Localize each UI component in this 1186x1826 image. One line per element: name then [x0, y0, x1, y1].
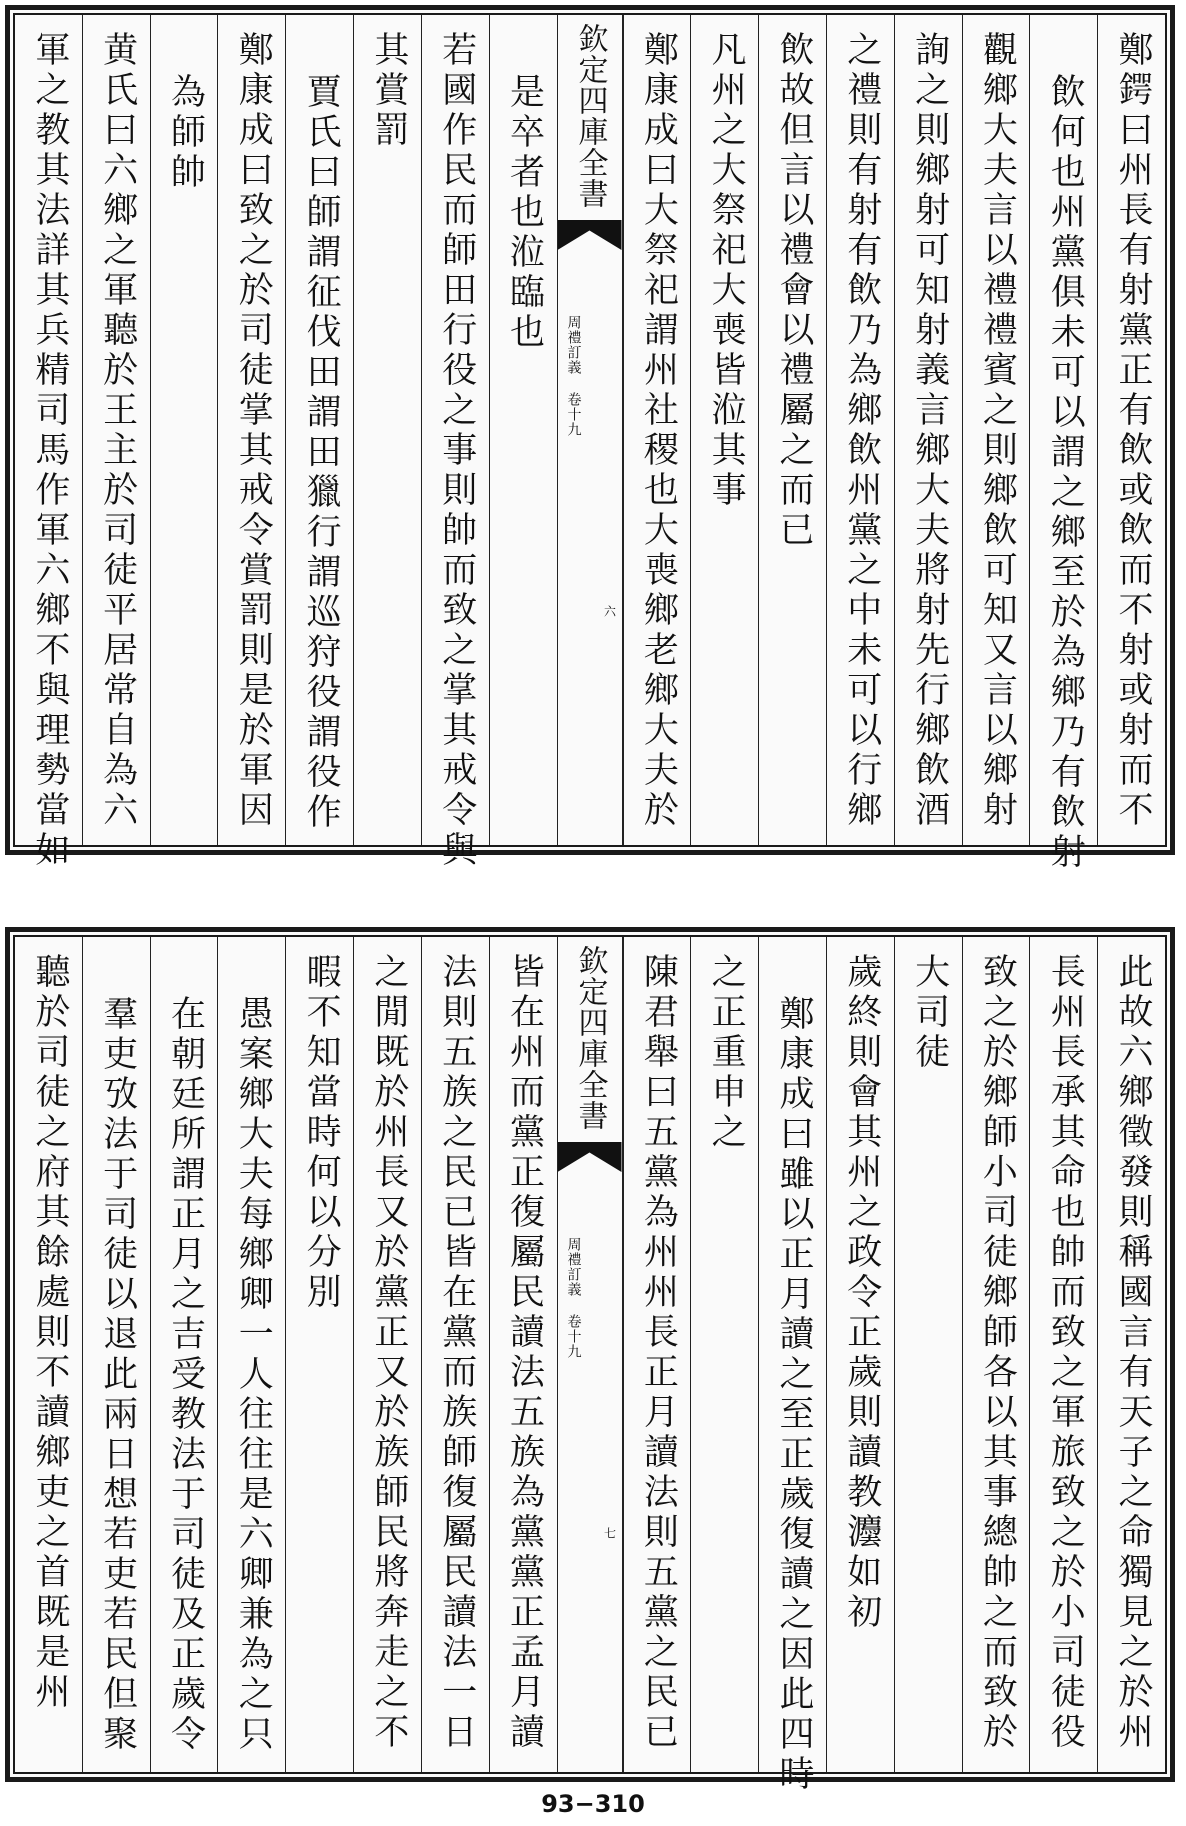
bottom-page-frame [13, 935, 1167, 1795]
text-column: 飲故但言以禮會以禮屬之而已 [758, 15, 826, 845]
text-column: 是卒者也涖臨也 [489, 15, 557, 845]
text-column: 之禮則有射有飲乃為鄉飲州黨之中未可以行鄉 [826, 15, 894, 845]
center-margin [557, 15, 623, 845]
text-column: 聽於司徒之府其餘處則不讀鄉吏之首既是州 [29, 953, 70, 1713]
text-column: 陳君舉曰五黨為州州長正月讀法則五黨之民已 [623, 937, 691, 1772]
text-column: 歲終則會其州之政令正歲則讀教灋如初 [826, 937, 894, 1772]
chapter-label: 周禮訂義 卷十九 [565, 315, 582, 437]
text-column: 在朝廷所謂正月之吉受教法于司徒及正歲令 [150, 937, 218, 1772]
text-column: 凡州之大祭祀大喪皆涖其事 [690, 15, 758, 845]
text-column: 飲何也州黨俱未可以謂之鄉至於為鄉乃有飲射 [1029, 15, 1097, 845]
text-column: 長州長承其命也帥而致之軍旅致之於小司徒役 [1029, 937, 1097, 1772]
top-page [5, 5, 1175, 873]
text-column: 賈氏曰師謂征伐田謂田獵行謂巡狩役謂役作 [285, 15, 353, 845]
text-column: 軍之教其法詳其兵精司馬作軍六鄉不與理勢當如 [29, 31, 70, 871]
chapter-label: 周禮訂義 卷十九 [565, 1237, 582, 1359]
text-column: 之正重申之 [690, 937, 758, 1772]
bottom-page [5, 927, 1175, 1795]
text-column: 此故六鄉徵發則稱國言有天子之命獨見之於州 [1097, 937, 1165, 1772]
text-column: 之閒既於州長又於黨正又於族師民將奔走之不 [353, 937, 421, 1772]
book-title: 欽定四庫全書 [572, 23, 608, 209]
text-column: 法則五族之民已皆在黨而族師復屬民讀法一日 [421, 937, 489, 1772]
text-column: 鄭康成曰致之於司徒掌其戒令賞罰則是於軍因 [217, 15, 285, 845]
folio-number: 93−310 [541, 1790, 645, 1818]
text-column: 皆在州而黨正復屬民讀法五族為黨黨正孟月讀 [489, 937, 557, 1772]
text-column: 詢之則鄉射可知射義言鄉大夫將射先行鄉飲酒 [894, 15, 962, 845]
text-column: 觀鄉大夫言以禮禮賓之則鄉飲可知又言以鄉射 [962, 15, 1030, 845]
text-column: 為師帥 [150, 15, 218, 845]
text-column: 鄭鍔曰州長有射黨正有飲或飲而不射或射而不 [1097, 15, 1165, 845]
text-column: 愚案鄉大夫每鄉卿一人往往是六卿兼為之只 [217, 937, 285, 1772]
text-column: 大司徒 [894, 937, 962, 1772]
book-title: 欽定四庫全書 [572, 945, 608, 1131]
text-column: 暇不知當時何以分別 [285, 937, 353, 1772]
text-column: 其賞罰 [353, 15, 421, 845]
center-margin [557, 937, 623, 1772]
page-number: 六 [602, 605, 617, 618]
text-column: 致之於鄉師小司徒鄉師各以其事總帥之而致於 [962, 937, 1030, 1772]
text-column: 黄氏曰六鄉之軍聽於王主於司徒平居常自為六 [82, 15, 150, 845]
top-page-frame [13, 13, 1167, 873]
text-column: 鄭康成曰大祭祀謂州社稷也大喪鄉老鄉大夫於 [623, 15, 691, 845]
text-column: 羣吏攷法于司徒以退此兩日想若吏若民但聚 [82, 937, 150, 1772]
page-number: 七 [602, 1527, 617, 1540]
text-column: 鄭康成曰雖以正月讀之至正歲復讀之因此四時 [758, 937, 826, 1772]
text-column: 若國作民而師田行役之事則帥而致之掌其戒令與 [421, 15, 489, 845]
